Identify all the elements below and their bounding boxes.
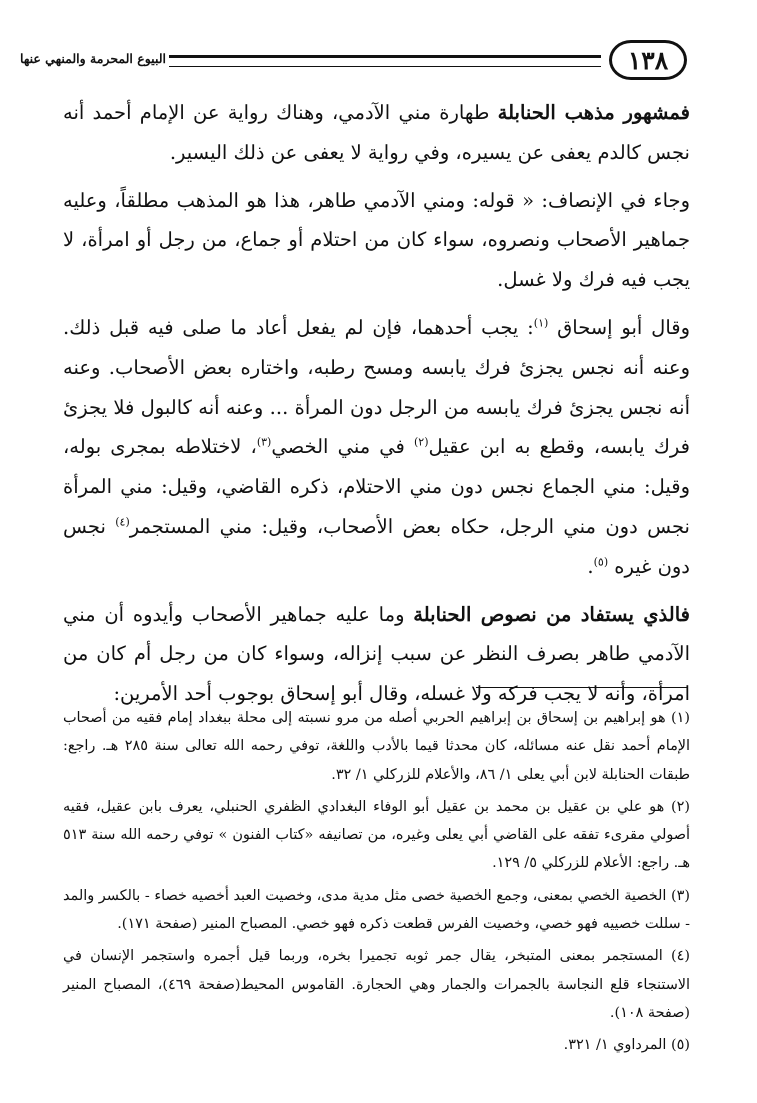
- paragraph-text: .: [587, 554, 594, 578]
- paragraph-3: [63, 308, 690, 587]
- footnote-text: هو إبراهيم بن إسحاق بن إبراهيم الحربي أصله من مرو نسبته إلى محلة ببغداد إمام فقيه من أصحاب الإمام أحمد نقل عنه مسائله، كان محدثا قيما بالأدب واللغة، توفي رحمه الله تعالى سنة ٢٨٥ هـ. راجع: طبقات الحنابلة لابن أبي يعلى ١/ ٨٦، والأعلام للزركلي ١/ ٣٢.: [63, 710, 690, 783]
- paragraph-1: [63, 93, 690, 173]
- footnote-4: [63, 942, 690, 1027]
- paragraph-text: وقال أبو إسحاق: [548, 315, 691, 339]
- footnote-number: (٣): [671, 887, 690, 904]
- footnote-2: [63, 793, 690, 878]
- page-header: [20, 40, 687, 86]
- paragraph-2: [63, 181, 690, 300]
- paragraph-text: : يجب أحدهما، فإن لم يفعل أعاد ما صلى فيه قبل ذلك. وعنه أنه نجس يجزئ فرك يابسه ومسح رطبه، واختاره بعض الأصحاب. وعنه أنه نجس يجزئ فرك يابسه من الرجل دون المرأة ... وعنه أنه كالبول فلا يجزئ فرك يابسه، وقطع به ابن عقيل: [63, 315, 691, 459]
- page-number: ١٣٨: [627, 45, 669, 75]
- page-number-badge: [609, 40, 687, 80]
- footnote-ref-3[interactable]: (٣): [256, 435, 272, 449]
- footnote-text: المرداوي ١/ ٣٢١.: [563, 1037, 672, 1054]
- footnote-ref-1[interactable]: (١): [533, 316, 549, 330]
- footnote-5: [63, 1031, 690, 1059]
- footnote-1: [63, 704, 690, 789]
- footnote-ref-5[interactable]: (٥): [593, 555, 609, 569]
- paragraph-text: نجس دون غيره: [63, 514, 690, 578]
- paragraph-text: طهارة مني الآدمي، وهناك رواية عن الإمام أحمد أنه نجس كالدم يعفى عن يسيره، وفي رواية لا يعفى عن ذلك اليسير.: [63, 101, 690, 164]
- paragraph-text: وجاء في الإنصاف: « قوله: ومني الآدمي طاهر، هذا هو المذهب مطلقاً، وعليه جماهير الأصحاب ونصروه، سواء كان من احتلام أو جماع، من رجل أو امرأة، لا يجب فيه فرك ولا غسل.: [63, 188, 690, 292]
- footnote-separator: [476, 687, 688, 688]
- paragraph-lead: فالذي يستفاد من نصوص الحنابلة: [413, 602, 690, 626]
- footnote-number: (٢): [671, 798, 690, 815]
- footnote-number: (١): [671, 710, 690, 726]
- main-text: [63, 93, 690, 720]
- paragraph-text: في مني الخصي: [271, 435, 414, 459]
- paragraph-4: [63, 595, 690, 714]
- footnote-3: [63, 882, 690, 939]
- header-rule: [169, 55, 601, 67]
- paragraph-lead: فمشهور مذهب الحنابلة: [497, 101, 690, 124]
- footnote-number: (٤): [671, 948, 690, 965]
- footnote-number: (٥): [671, 1037, 690, 1054]
- footnote-text: المستجمر بمعنى المتبخر، يقال جمر ثوبه تجميرا بخره، وربما قيل أجمره واستجمر الإنسان في الاستنجاء قلع النجاسة بالجمرات والجمار وهي الحجارة. القاموس المحيط(صفحة ٤٦٩)، المصباح المنير (صفحة ١٠٨).: [63, 948, 690, 1021]
- footnote-text: هو علي بن عقيل بن محمد بن عقيل أبو الوفاء البغدادي الظفري الحنبلي، يعرف بابن عقيل، فقيه أصولي مقرىء تفقه على القاضي أبي يعلى وغيره، من تصانيفه «كتاب الفنون » توفي رحمه الله سنة ٥١٣ هـ. راجع: الأعلام للزركلي ٥/ ١٢٩.: [63, 798, 690, 872]
- footnote-ref-4[interactable]: (٤): [115, 515, 130, 529]
- paragraph-text: ، لاختلاطه بمجرى بوله، وقيل: مني الجماع نجس دون مني الاحتلام، ذكره القاضي، وقيل: مني المرأة نجس دون مني الرجل، حكاه بعض الأصحاب، وقيل: مني المستجمر: [63, 435, 690, 538]
- paragraph-text: وما عليه جماهير الأصحاب وأيدوه أن مني الآدمي طاهر بصرف النظر عن سبب إنزاله، وسواء كان من رجل أم كان من امرأة، وأنه لا يجب فركه ولا غسله، وقال أبو إسحاق بوجوب أحد الأمرين:: [63, 602, 690, 706]
- running-title: البيوع المحرمة والمنهي عنها: [20, 51, 166, 66]
- footnote-text: الخصية الخصي بمعنى، وجمع الخصية خصى مثل مدية مدى، وخصيت العبد أخصيه خصاء - بالكسر والمد - سللت خصييه فهو خصي، وخصيت الفرس قطعت ذكره فهو خصي. المصباح المنير (صفحة ١٧١).: [63, 887, 690, 933]
- footnotes: [63, 704, 690, 1064]
- footnote-ref-2[interactable]: (٢): [413, 435, 429, 449]
